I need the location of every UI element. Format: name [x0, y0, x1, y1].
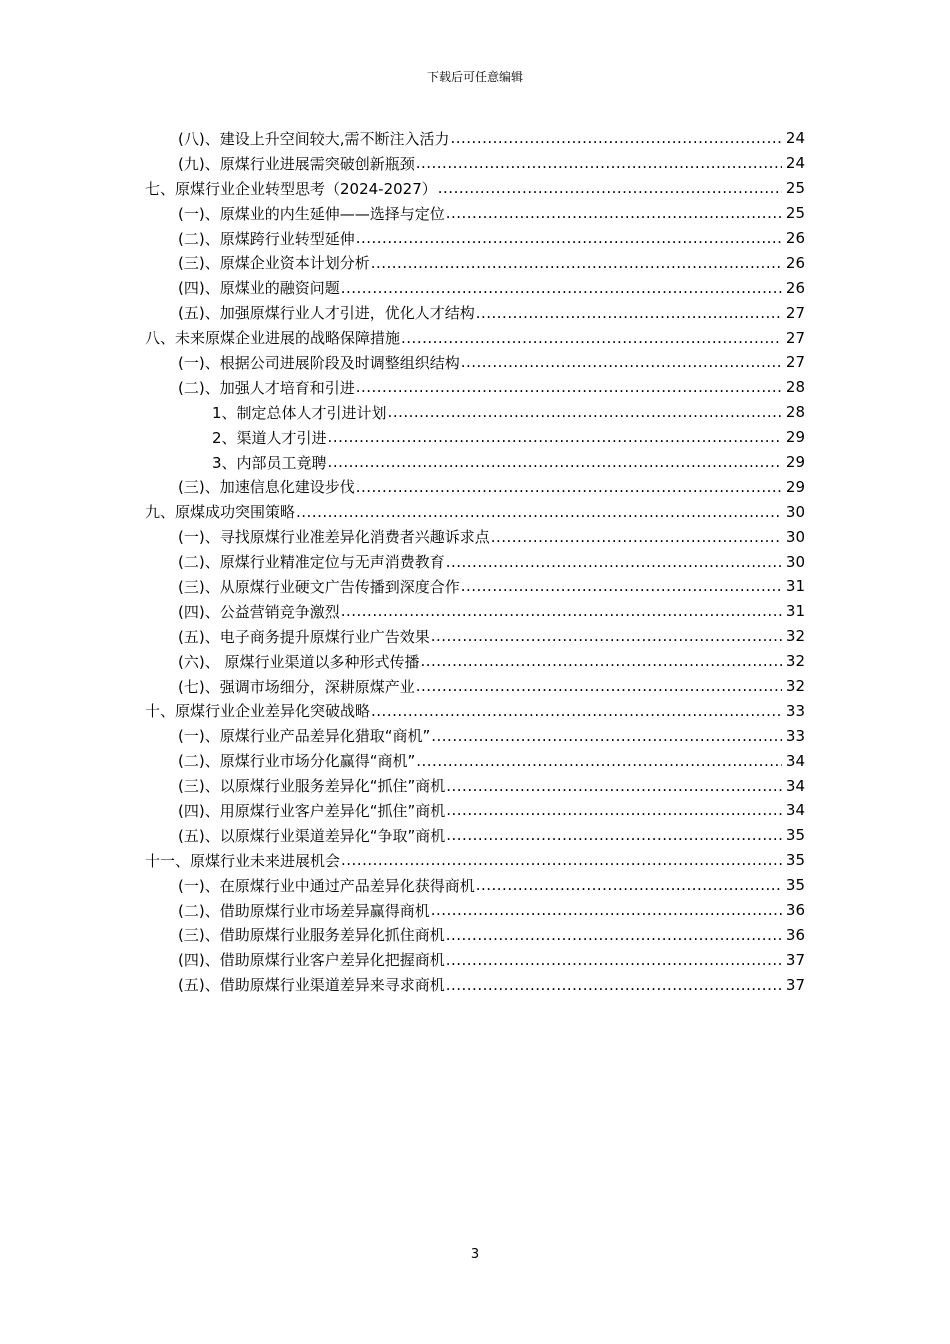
toc-entry-page: 32: [785, 627, 805, 646]
toc-entry-page: 29: [785, 428, 805, 447]
toc-dot-leader: [371, 254, 782, 272]
toc-dot-leader: [446, 976, 782, 994]
toc-entry-title: (二)、原煤行业市场分化赢得“商机”: [178, 752, 416, 771]
toc-entry-title: (三)、借助原煤行业服务差异化抓住商机: [178, 926, 445, 945]
toc-dot-leader: [416, 154, 782, 172]
toc-entry-page: 26: [785, 278, 805, 297]
toc-entry-page: 26: [785, 253, 805, 272]
toc-entry-page: 30: [785, 527, 805, 546]
toc-entry[interactable]: [0, 923, 950, 948]
toc-dot-leader: [431, 901, 782, 919]
toc-dot-leader: [476, 304, 782, 322]
toc-entry-title: 1、制定总体人才引进计划: [212, 403, 387, 422]
toc-entry[interactable]: [0, 425, 950, 450]
toc-dot-leader: [446, 777, 782, 795]
toc-dot-leader: [328, 428, 782, 446]
toc-entry[interactable]: [0, 275, 950, 300]
toc-entry-title: 十、原煤行业企业差异化突破战略: [145, 702, 371, 721]
toc-entry-title: (六)、 原煤行业渠道以多种形式传播: [178, 652, 420, 671]
toc-entry-title: (一)、寻找原煤行业准差异化消费者兴趣诉求点: [178, 528, 490, 547]
toc-entry-title: (二)、借助原煤行业市场差异赢得商机: [178, 901, 430, 920]
toc-entry-page: 24: [785, 154, 805, 173]
toc-entry-title: (五)、加强原煤行业人才引进，优化人才结构: [178, 304, 475, 323]
toc-entry-page: 32: [785, 677, 805, 696]
toc-entry-title: (五)、借助原煤行业渠道差异来寻求商机: [178, 976, 445, 995]
toc-entry[interactable]: [0, 499, 950, 524]
toc-dot-leader: [446, 951, 782, 969]
toc-entry-page: 36: [785, 901, 805, 920]
toc-dot-leader: [446, 553, 782, 571]
toc-entry-title: (四)、借助原煤行业客户差异化把握商机: [178, 951, 445, 970]
toc-dot-leader: [491, 528, 782, 546]
toc-entry-title: (四)、用原煤行业客户差异化“抓住”商机: [178, 801, 446, 820]
toc-entry-title: (二)、加强人才培育和引进: [178, 378, 355, 397]
toc-entry[interactable]: [0, 126, 950, 151]
toc-entry-title: (五)、电子商务提升原煤行业广告效果: [178, 627, 430, 646]
toc-entry[interactable]: [0, 524, 950, 549]
toc-entry-title: 2、渠道人才引进: [212, 428, 327, 447]
toc-entry-page: 28: [785, 378, 805, 397]
table-of-contents: [0, 126, 950, 997]
toc-entry[interactable]: [0, 823, 950, 848]
toc-entry-page: 37: [785, 950, 805, 969]
toc-entry-title: (五)、以原煤行业渠道差异化“争取”商机: [178, 826, 446, 845]
toc-entry-title: (七)、强调市场细分，深耕原煤产业: [178, 677, 415, 696]
toc-entry-title: 十一、原煤行业未来进展机会: [145, 851, 341, 870]
toc-entry[interactable]: [0, 649, 950, 674]
toc-entry-title: (一)、在原煤行业中通过产品差异化获得商机: [178, 876, 475, 895]
toc-entry-page: 27: [785, 328, 805, 347]
toc-entry[interactable]: [0, 250, 950, 275]
toc-entry-title: (二)、原煤行业精准定位与无声消费教育: [178, 553, 445, 572]
toc-entry-page: 34: [785, 801, 805, 820]
toc-entry[interactable]: [0, 474, 950, 499]
toc-entry-title: (四)、原煤业的融资问题: [178, 279, 340, 298]
toc-entry-page: 27: [785, 303, 805, 322]
toc-dot-leader: [446, 926, 782, 944]
toc-entry-title: (一)、原煤行业产品差异化猎取“商机”: [178, 727, 431, 746]
toc-dot-leader: [461, 353, 782, 371]
toc-entry[interactable]: [0, 873, 950, 898]
toc-dot-leader: [431, 627, 782, 645]
toc-dot-leader: [431, 727, 782, 745]
toc-dot-leader: [388, 403, 782, 421]
toc-entry-page: 35: [785, 876, 805, 895]
toc-entry[interactable]: [0, 798, 950, 823]
toc-dot-leader: [401, 329, 782, 347]
toc-entry[interactable]: [0, 350, 950, 375]
toc-entry-page: 25: [785, 204, 805, 223]
toc-entry-page: 29: [785, 477, 805, 496]
toc-dot-leader: [420, 652, 782, 670]
toc-entry-title: (八)、建设上升空间较大,需不断注入活力: [178, 129, 450, 148]
toc-entry[interactable]: [0, 176, 950, 201]
toc-entry-page: 31: [785, 602, 805, 621]
toc-dot-leader: [446, 801, 782, 819]
toc-entry[interactable]: [0, 549, 950, 574]
toc-entry-title: (三)、从原煤行业硬文广告传播到深度合作: [178, 577, 460, 596]
toc-dot-leader: [328, 453, 782, 471]
toc-dot-leader: [438, 179, 782, 197]
toc-entry[interactable]: [0, 848, 950, 873]
toc-entry-title: (四)、公益营销竞争激烈: [178, 602, 340, 621]
toc-entry[interactable]: [0, 698, 950, 723]
toc-entry[interactable]: [0, 151, 950, 176]
toc-entry-page: 33: [785, 726, 805, 745]
toc-dot-leader: [356, 229, 782, 247]
toc-dot-leader: [476, 876, 782, 894]
toc-dot-leader: [416, 752, 782, 770]
toc-entry-page: 35: [785, 851, 805, 870]
toc-entry-title: 七、原煤行业企业转型思考（2024-2027）: [145, 179, 437, 198]
toc-entry-title: (一)、原煤业的内生延伸——选择与定位: [178, 204, 445, 223]
page-number: 3: [470, 1247, 480, 1262]
toc-entry-title: 3、内部员工竟聘: [212, 453, 327, 472]
toc-dot-leader: [450, 129, 782, 147]
toc-entry-title: (三)、以原煤行业服务差异化“抓住”商机: [178, 777, 446, 796]
toc-entry-page: 31: [785, 577, 805, 596]
toc-dot-leader: [356, 378, 782, 396]
toc-entry-page: 35: [785, 826, 805, 845]
toc-entry-page: 33: [785, 701, 805, 720]
toc-entry-title: (二)、原煤跨行业转型延伸: [178, 229, 355, 248]
toc-dot-leader: [296, 503, 782, 521]
toc-dot-leader: [371, 702, 782, 720]
toc-entry[interactable]: [0, 300, 950, 325]
toc-entry[interactable]: [0, 375, 950, 400]
toc-entry[interactable]: [0, 947, 950, 972]
toc-entry-page: 26: [785, 229, 805, 247]
toc-entry[interactable]: [0, 674, 950, 699]
toc-entry[interactable]: [0, 574, 950, 599]
toc-dot-leader: [341, 851, 782, 869]
toc-entry-page: 24: [785, 129, 805, 148]
toc-dot-leader: [461, 577, 782, 595]
toc-entry-page: 34: [785, 751, 805, 770]
toc-entry-page: 32: [785, 652, 805, 671]
page-header: 下载后可任意编辑: [426, 70, 523, 84]
toc-entry-page: 25: [785, 179, 805, 198]
toc-entry-page: 28: [785, 403, 805, 422]
toc-entry-page: 27: [785, 353, 805, 372]
toc-entry[interactable]: [0, 723, 950, 748]
toc-dot-leader: [446, 204, 782, 222]
toc-entry-page: 30: [785, 502, 805, 521]
toc-entry-page: 29: [785, 453, 805, 472]
toc-dot-leader: [356, 478, 782, 496]
toc-entry[interactable]: [0, 898, 950, 923]
toc-dot-leader: [341, 602, 782, 620]
toc-entry[interactable]: [0, 599, 950, 624]
toc-entry-title: 八、未来原煤企业进展的战略保障措施: [145, 329, 401, 348]
toc-entry-title: (九)、原煤行业进展需突破创新瓶颈: [178, 154, 415, 173]
toc-dot-leader: [416, 677, 782, 695]
toc-entry-page: 34: [785, 776, 805, 795]
toc-entry[interactable]: [0, 972, 950, 997]
toc-entry-title: (一)、根据公司进展阶段及时调整组织结构: [178, 353, 460, 372]
toc-entry-title: 九、原煤成功突围策略: [145, 503, 296, 522]
toc-entry[interactable]: [0, 748, 950, 773]
toc-entry-page: 30: [785, 552, 805, 571]
toc-entry[interactable]: [0, 450, 950, 475]
toc-entry[interactable]: [0, 201, 950, 226]
toc-entry[interactable]: [0, 400, 950, 425]
toc-entry-page: 36: [785, 925, 805, 944]
toc-dot-leader: [446, 826, 782, 844]
toc-entry-title: (三)、加速信息化建设步伐: [178, 478, 355, 497]
toc-entry-title: (三)、原煤企业资本计划分析: [178, 254, 370, 273]
toc-entry-page: 37: [785, 975, 805, 994]
toc-entry[interactable]: [0, 226, 950, 251]
toc-entry[interactable]: [0, 773, 950, 798]
toc-dot-leader: [341, 279, 782, 297]
toc-entry[interactable]: [0, 325, 950, 350]
toc-entry[interactable]: [0, 624, 950, 649]
